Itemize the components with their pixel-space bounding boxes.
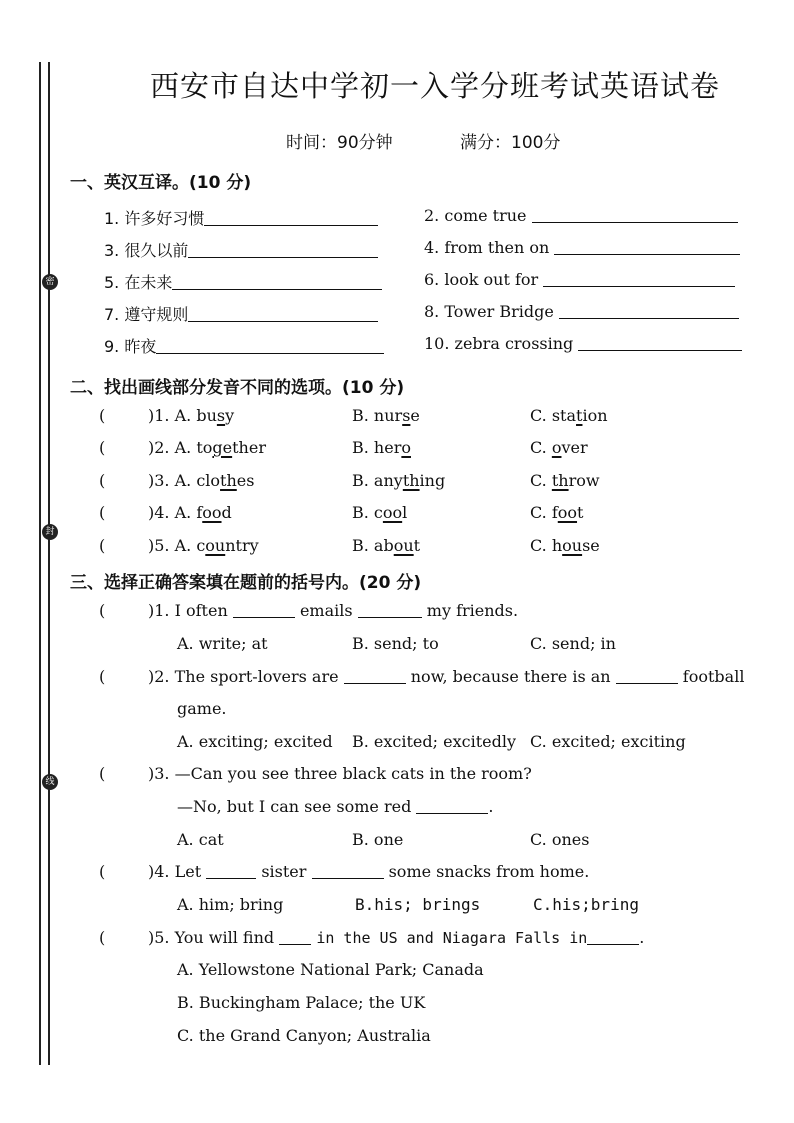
answer-blank[interactable] xyxy=(344,669,406,684)
pron-q4-c: C. foot xyxy=(530,503,584,522)
pron-q5-b: B. about xyxy=(352,536,421,555)
choice-q2-stem-cont: game. xyxy=(177,699,227,718)
choice-q5-b: B. Buckingham Palace; the UK xyxy=(177,993,426,1012)
pron-q3-a: )3. A. clothes xyxy=(148,471,255,490)
binding-line xyxy=(39,62,41,1065)
pron-q4-a: )4. A. food xyxy=(148,503,232,522)
answer-paren[interactable]: ( xyxy=(99,503,106,522)
pron-q5-a: )5. A. country xyxy=(148,536,259,555)
choice-q1-c: C. send; in xyxy=(530,634,616,653)
answer-blank[interactable] xyxy=(554,240,740,255)
answer-blank[interactable] xyxy=(204,211,378,226)
choice-q3-b: B. one xyxy=(352,830,404,849)
translate-item-6: 6. look out for xyxy=(424,270,735,289)
translate-item-9: 9. 昨夜 xyxy=(104,334,384,357)
choice-q3-stem-cont: —No, but I can see some red . xyxy=(177,797,494,816)
pron-q2-b: B. hero xyxy=(352,438,411,457)
answer-blank[interactable] xyxy=(416,799,488,814)
binding-mark-feng: 封 xyxy=(42,524,58,540)
score-label: 满分：100分 xyxy=(460,133,561,153)
answer-paren[interactable]: ( xyxy=(99,406,106,425)
answer-blank[interactable] xyxy=(172,275,382,290)
answer-blank[interactable] xyxy=(156,339,384,354)
translate-item-10: 10. zebra crossing xyxy=(424,334,742,353)
pron-q2-c: C. over xyxy=(530,438,588,457)
exam-title: 西安市自达中学初一入学分班考试英语试卷 xyxy=(150,69,721,103)
choice-q1-b: B. send; to xyxy=(352,634,439,653)
choice-q3-c: C. ones xyxy=(530,830,590,849)
translate-item-4: 4. from then on xyxy=(424,238,740,257)
pron-q4-b: B. cool xyxy=(352,503,408,522)
answer-blank[interactable] xyxy=(559,304,739,319)
choice-q2-b: B. excited; excitedly xyxy=(352,732,516,751)
pron-q3-b: B. anything xyxy=(352,471,446,490)
binding-mark-xian: 线 xyxy=(42,774,58,790)
translate-item-8: 8. Tower Bridge xyxy=(424,302,739,321)
binding-mark-mi: 密 xyxy=(42,274,58,290)
choice-q5-a: A. Yellowstone National Park; Canada xyxy=(177,960,484,979)
answer-blank[interactable] xyxy=(543,272,735,287)
answer-blank[interactable] xyxy=(312,864,384,879)
translate-item-2: 2. come true xyxy=(424,206,738,225)
answer-blank[interactable] xyxy=(532,208,738,223)
pron-q3-c: C. throw xyxy=(530,471,600,490)
pron-q1-b: B. nurse xyxy=(352,406,420,425)
section-1-heading: 一、英汉互译。(10 分) xyxy=(70,173,252,193)
answer-paren[interactable]: ( xyxy=(99,862,106,881)
choice-q4-a: A. him; bring xyxy=(177,895,284,914)
translate-item-7: 7. 遵守规则 xyxy=(104,302,378,325)
choice-q5-stem: )5. You will find in the US and Niagara Falls in . xyxy=(148,928,645,947)
answer-paren[interactable]: ( xyxy=(99,471,106,490)
pron-q1-c: C. station xyxy=(530,406,608,425)
choice-q3-stem: )3. —Can you see three black cats in the room? xyxy=(148,764,532,783)
choice-q3-a: A. cat xyxy=(177,830,224,849)
choice-q2-stem: )2. The sport-lovers are now, because there is an football xyxy=(148,667,745,686)
answer-paren[interactable]: ( xyxy=(99,536,106,555)
answer-blank[interactable] xyxy=(587,930,639,945)
choice-q5-c: C. the Grand Canyon; Australia xyxy=(177,1026,431,1045)
answer-blank[interactable] xyxy=(578,336,742,351)
time-label: 时间：90分钟 xyxy=(286,133,393,153)
choice-q1-a: A. write; at xyxy=(177,634,268,653)
section-3-heading: 三、选择正确答案填在题前的括号内。(20 分) xyxy=(70,573,422,593)
pron-q5-c: C. house xyxy=(530,536,600,555)
translate-item-5: 5. 在未来 xyxy=(104,270,382,293)
answer-paren[interactable]: ( xyxy=(99,764,106,783)
translate-item-1: 1. 许多好习惯 xyxy=(104,206,378,229)
choice-q4-b: B.his; brings xyxy=(355,895,481,914)
answer-paren[interactable]: ( xyxy=(99,667,106,686)
choice-q1-stem: )1. I often emails my friends. xyxy=(148,601,519,620)
answer-paren[interactable]: ( xyxy=(99,928,106,947)
answer-blank[interactable] xyxy=(188,307,378,322)
translate-item-3: 3. 很久以前 xyxy=(104,238,378,261)
answer-blank[interactable] xyxy=(616,669,678,684)
pron-q2-a: )2. A. together xyxy=(148,438,266,457)
choice-q2-c: C. excited; exciting xyxy=(530,732,686,751)
binding-line xyxy=(48,62,50,1065)
answer-paren[interactable]: ( xyxy=(99,601,106,620)
answer-blank[interactable] xyxy=(233,603,295,618)
answer-blank[interactable] xyxy=(279,930,311,945)
answer-paren[interactable]: ( xyxy=(99,438,106,457)
choice-q2-a: A. exciting; excited xyxy=(177,732,333,751)
answer-blank[interactable] xyxy=(206,864,256,879)
pron-q1-a: )1. A. busy xyxy=(148,406,235,425)
section-2-heading: 二、找出画线部分发音不同的选项。(10 分) xyxy=(70,378,405,398)
answer-blank[interactable] xyxy=(358,603,422,618)
answer-blank[interactable] xyxy=(188,243,378,258)
choice-q4-stem: )4. Let sister some snacks from home. xyxy=(148,862,590,881)
choice-q4-c: C.his;bring xyxy=(533,895,639,914)
